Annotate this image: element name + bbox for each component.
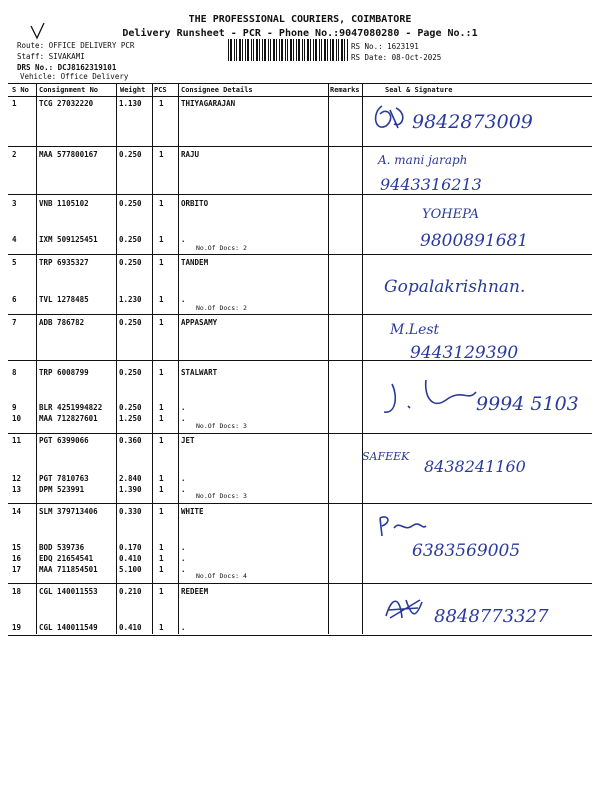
docs-count: No.Of Docs: 2 [196,244,247,252]
svg-text:9443316213: 9443316213 [380,175,482,194]
barcode-bar [304,39,305,61]
barcode-bar [332,39,334,61]
barcode-bar [310,39,311,61]
row-weight: 0.250 [119,235,142,244]
row-weight: 0.410 [119,554,142,563]
row-sno: 3 [12,199,17,208]
row-sno: 13 [12,485,22,494]
barcode-bar [279,39,280,61]
svg-text:8438241160: 8438241160 [424,457,526,476]
barcode-bar [336,39,337,61]
barcode-bar [273,39,275,61]
rs-number: RS No.: 1623191 [351,42,419,51]
row-weight: 0.410 [119,623,142,632]
row-sno: 9 [12,403,17,412]
svg-text:8848773327: 8848773327 [434,606,549,627]
barcode-bar [268,39,269,61]
svg-text:9443129390: 9443129390 [410,343,519,362]
row-consignee: RAJU [181,150,200,159]
row-pcs: 1 [159,403,164,412]
barcode-bar [313,39,314,61]
col-remarks: Remarks [330,86,360,94]
barcode-bar [245,39,246,61]
row-weight: 0.250 [119,199,142,208]
row-sno: 11 [12,436,22,445]
row-consignee: ORBITO [181,199,209,208]
row-sno: 16 [12,554,22,563]
row-consignee: . [181,414,186,423]
row-consignee: . [181,485,186,494]
row-pcs: 1 [159,436,164,445]
row-sno: 8 [12,368,17,377]
row-consignee: THIYAGARAJAN [181,99,236,108]
row-pcs: 1 [159,507,164,516]
row-weight: 0.250 [119,318,142,327]
docs-count: No.Of Docs: 3 [196,492,247,500]
company-title: THE PROFESSIONAL COURIERS, COIMBATORE [188,14,412,25]
barcode-bar [344,39,345,61]
row-sno: 18 [12,587,22,596]
row-consignee: APPASAMY [181,318,218,327]
row-consignee: . [181,403,186,412]
vehicle-info: Vehicle: Office Delivery [20,72,129,81]
row-consignment-no: ADB 786782 [39,318,85,327]
svg-text:SAFEEK: SAFEEK [362,450,410,463]
row-consignment-no: VNB 1105102 [39,199,89,208]
row-consignee: . [181,235,186,244]
row-consignment-no: TVL 1278485 [39,295,89,304]
row-consignment-no: MAA 711854501 [39,565,98,574]
barcode-bar [287,39,288,61]
row-weight: 0.250 [119,403,142,412]
drs-number: DRS No.: DCJ8162319101 [17,63,117,72]
row-sno: 7 [12,318,17,327]
signature-2 [372,148,572,194]
barcode-bar [239,39,241,61]
barcode-bar [315,39,317,61]
signature-8 [372,508,582,564]
svg-text:9842873009: 9842873009 [412,111,533,133]
row-consignee: . [181,554,186,563]
row-consignment-no: EDQ 21654541 [39,554,94,563]
docs-count: No.Of Docs: 3 [196,422,247,430]
barcode-bar [242,39,243,61]
col-consignment: Consignment No [39,86,99,94]
row-weight: 0.250 [119,150,142,159]
row-weight: 2.840 [119,474,142,483]
docs-count: No.Of Docs: 2 [196,304,247,312]
row-pcs: 1 [159,235,164,244]
svg-text:YOHEPA: YOHEPA [422,207,480,222]
row-pcs: 1 [159,99,164,108]
barcode-bar [262,39,263,61]
row-consignment-no: DPM 523991 [39,485,85,494]
barcode-bar [321,39,322,61]
barcode-bar [338,39,339,61]
barcode-bar [302,39,303,61]
row-pcs: 1 [159,199,164,208]
row-weight: 0.210 [119,587,142,596]
row-pcs: 1 [159,587,164,596]
row-weight: 0.170 [119,543,142,552]
row-consignee: . [181,295,186,304]
barcode-bar [276,39,277,61]
signature-3 [418,200,588,250]
row-consignment-no: BLR 4251994822 [39,403,103,412]
row-pcs: 1 [159,485,164,494]
barcode-bar [298,39,300,61]
row-sno: 10 [12,414,22,423]
row-consignment-no: TRP 6935327 [39,258,89,267]
row-sno: 1 [12,99,17,108]
row-consignment-no: SLM 379713406 [39,507,98,516]
row-consignment-no: TCG 27032220 [39,99,94,108]
row-consignee: . [181,543,186,552]
row-sno: 17 [12,565,22,574]
barcode-bar [347,39,348,61]
barcode-bar [236,39,237,61]
row-weight: 0.250 [119,368,142,377]
row-sno: 19 [12,623,22,632]
staff-info: Staff: SIVAKAMI [17,52,85,61]
barcode-bar [319,39,320,61]
barcode-bar [330,39,331,61]
signature-7 [356,440,576,480]
row-consignment-no: CGL 140011549 [39,623,98,632]
row-consignment-no: PGT 7810763 [39,474,89,483]
barcode-bar [259,39,260,61]
row-consignment-no: PGT 6399066 [39,436,89,445]
barcode-bar [307,39,309,61]
row-consignment-no: MAA 577800167 [39,150,98,159]
row-pcs: 1 [159,554,164,563]
signature-4 [380,264,580,304]
barcode-bar [270,39,271,61]
barcode-bar [327,39,328,61]
rs-date: RS Date: 08-Oct-2025 [351,53,442,62]
barcode-bar [251,39,252,61]
barcode-bar [234,39,235,61]
row-consignment-no: BOD 539736 [39,543,85,552]
svg-text:Gopalakrishnan.: Gopalakrishnan. [384,277,526,297]
row-weight: 1.390 [119,485,142,494]
col-weight: Weight [120,86,146,94]
row-weight: 5.100 [119,565,142,574]
row-pcs: 1 [159,368,164,377]
barcode-bar [264,39,266,61]
row-consignee: . [181,474,186,483]
row-consignee: . [181,565,186,574]
barcode-bar [281,39,283,61]
row-pcs: 1 [159,414,164,423]
svg-text:M.Lest: M.Lest [390,322,440,338]
col-pcs: PCS [154,86,167,94]
svg-text:A. mani jaraph: A. mani jaraph [378,153,468,167]
barcode-bar [230,39,232,61]
row-sno: 12 [12,474,22,483]
row-pcs: 1 [159,150,164,159]
row-weight: 1.230 [119,295,142,304]
col-consignee: Consignee Details [181,86,253,94]
row-pcs: 1 [159,565,164,574]
row-consignee: WHITE [181,507,204,516]
header-divider [8,96,592,97]
signature-1 [368,100,590,138]
row-sno: 6 [12,295,17,304]
route-info: Route: OFFICE DELIVERY PCR [17,41,135,50]
barcode-bar [256,39,258,61]
runsheet-heading: Delivery Runsheet - PCR - Phone No.:9047080280 - Page No.:1 [122,28,478,39]
row-sno: 2 [12,150,17,159]
row-consignee: STALWART [181,368,218,377]
row-weight: 0.360 [119,436,142,445]
row-sno: 4 [12,235,17,244]
row-weight: 1.250 [119,414,142,423]
row-pcs: 1 [159,318,164,327]
row-consignee: REDEEM [181,587,209,596]
row-consignee: TANDEM [181,258,209,267]
barcode-bar [324,39,326,61]
signature-6 [372,366,588,432]
barcode-bar [285,39,286,61]
docs-count: No.Of Docs: 4 [196,572,247,580]
row-consignee: . [181,623,186,632]
barcode-bar [296,39,297,61]
svg-text:9994 5103: 9994 5103 [476,393,579,415]
col-seal-signature: Seal & Signature [385,86,453,94]
barcode-bar [290,39,292,61]
signature-5 [382,318,582,362]
row-pcs: 1 [159,295,164,304]
barcode-image [228,39,348,61]
row-weight: 0.250 [119,258,142,267]
row-weight: 1.130 [119,99,142,108]
row-sno: 15 [12,543,22,552]
barcode-bar [293,39,294,61]
row-pcs: 1 [159,474,164,483]
row-pcs: 1 [159,258,164,267]
barcode-bar [341,39,343,61]
row-consignee: JET [181,436,195,445]
row-sno: 5 [12,258,17,267]
row-consignment-no: TRP 6008799 [39,368,89,377]
row-consignment-no: MAA 712827601 [39,414,98,423]
svg-text:9800891681: 9800891681 [420,231,529,250]
barcode-bar [228,39,229,61]
row-pcs: 1 [159,623,164,632]
row-sno: 14 [12,507,22,516]
signature-9 [382,592,592,632]
row-pcs: 1 [159,543,164,552]
barcode-bar [253,39,254,61]
svg-text:6383569005: 6383569005 [412,541,521,561]
row-consignment-no: IXM 509125451 [39,235,98,244]
row-weight: 0.330 [119,507,142,516]
col-sno: S No [12,86,29,94]
row-consignment-no: CGL 140011553 [39,587,98,596]
barcode-bar [247,39,249,61]
